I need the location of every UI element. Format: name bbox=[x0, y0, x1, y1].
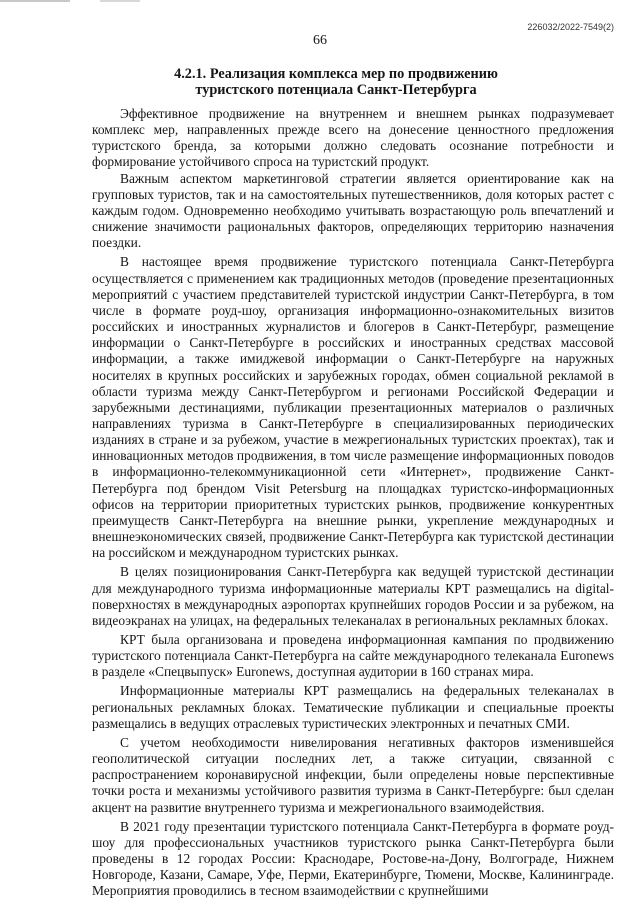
scan-mark-2 bbox=[100, 0, 140, 2]
paragraph-3: В настоящее время продвижение туристского потенциала Санкт-Петербурга осуществляется с применением как традиционных методов (проведение презентационных мероприятий с участием представителей туристской индустрии Санкт-Петербурга, в том числе в формате роуд-шоу, организация информационно-ознакомительных визитов российских и иностранных журналистов и блогеров в Санкт-Петербург, размещение информации о Санкт-Петербурге в российских и иностранных средствах массовой информации, а также имиджевой информации о Санкт-Петербурге на наружных носителях в крупных российских и зарубежных городах, обмен социальной рекламой в области туризма между Санкт-Петербургом и регионами Российской Федерации и зарубежными дестинациями, публикации презентационных материалов о различных направлениях туризма в Санкт-Петербурге в специализированных периодических изданиях в стране и за рубежом, участие в межрегиональных туристских проектах), так и инновационных методов продвижения, в том числе размещение информационных поводов в информационно-телекоммуникационной сети «Интернет», продвижение Санкт-Петербурга под брендом Visit Petersburg на площадках туристско-информационных офисов на территории приоритетных туристских рынков, продвижение конкурентных преимуществ Санкт-Петербурга на внешние рынки, укрепление международных и внешнеэкономических связей, продвижение Санкт-Петербурга как туристской дестинации на российском и международном туристских рынках. bbox=[92, 254, 614, 561]
paragraph-4: В целях позиционирования Санкт-Петербурга как ведущей туристской дестинации для международного туризма информационные материалы КРТ размещались на digital-поверхностях в международных аэропортах крупнейших городов России и за рубежом, на видеоэкранах на улицах, на федеральных телеканалах в региональных рекламных блоках. bbox=[92, 564, 614, 628]
scan-mark bbox=[0, 0, 70, 2]
section-title-line-2: туристского потенциала Санкт-Петербурга bbox=[195, 82, 477, 98]
section-title bbox=[92, 66, 580, 98]
document-body bbox=[92, 106, 614, 900]
paragraph-5: КРТ была организована и проведена информационная кампания по продвижению туристского потенциала Санкт-Петербурга на сайте международного телеканала Euronews в разделе «Спецвыпуск» Euronews, доступная аудитории в 160 странах мира. bbox=[92, 632, 614, 680]
section-title-line-1: 4.2.1. Реализация комплекса мер по продвижению bbox=[174, 66, 498, 82]
document-code: 226032/2022-7549(2) bbox=[527, 22, 614, 32]
paragraph-1: Эффективное продвижение на внутреннем и внешнем рынках подразумевает комплекс мер, направленных прежде всего на донесение ценностного предложения туристского бренда, за которыми должно следовать осознание потребности и формирование устойчивого спроса на туристский продукт. bbox=[92, 106, 614, 170]
paragraph-2: Важным аспектом маркетинговой стратегии является ориентирование как на групповых туристов, так и на самостоятельных путешественников, доля которых растет с каждым годом. Одновременно необходимо учитывать возрастающую роль впечатлений и снижение значимости рациональных факторов, определяющих территорию назначения поездки. bbox=[92, 170, 614, 251]
page-number: 66 bbox=[313, 33, 327, 48]
paragraph-7: С учетом необходимости нивелирования негативных факторов изменившейся геополитической ситуации последних лет, а также ситуации, связанной с распространением коронавирусной инфекции, были определены новые перспективные точки роста и механизмы устойчивого развития туризма в Санкт-Петербурге: был сделан акцент на развитие внутреннего туризма и межрегионального взаимодействия. bbox=[92, 734, 614, 815]
paragraph-6: Информационные материалы КРТ размещались на федеральных телеканалах в региональных рекламных блоках. Тематические публикации и специальные проекты размещались в ведущих отраслевых туристических электронных и печатных СМИ. bbox=[92, 683, 614, 731]
paragraph-8: В 2021 году презентации туристского потенциала Санкт-Петербурга в формате роуд-шоу для профессиональных участников туристского рынка Санкт-Петербурга были проведены в 12 городах России: Краснодаре, Ростове-на-Дону, Волгограде, Нижнем Новгороде, Казани, Самаре, Уфе, Перми, Екатеринбурге, Тюмени, Москве, Калининграде. Мероприятия проводились в тесном взаимодействии с крупнейшими bbox=[92, 818, 614, 899]
